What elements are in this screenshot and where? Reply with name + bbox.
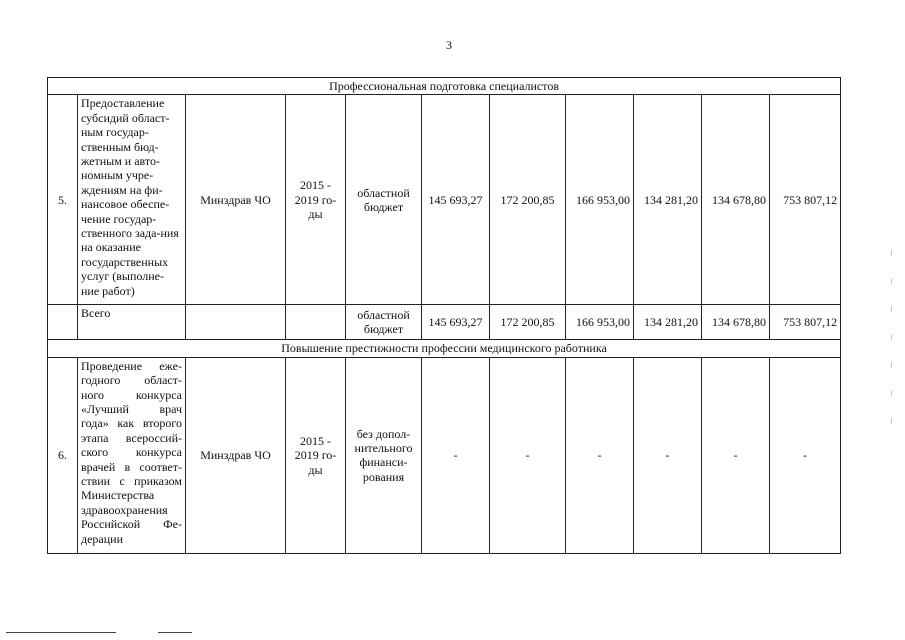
section-row <box>48 340 841 357</box>
total-cell: - <box>770 357 841 553</box>
value-cell: 172 200,85 <box>490 305 566 340</box>
measure-description: Предоставление субсидий област-ным государ-ственным бюд-жетным и авто-номным учре-ждениям на фи-нансовое обеспе-чение государ-ственного зада-ния на оказание государственных услуг (выполне-ние работ) <box>78 95 186 305</box>
period-cell: 2015 - 2019 го-ды <box>286 357 346 553</box>
table-row <box>48 95 841 305</box>
scan-marks <box>891 250 895 446</box>
value-cell: - <box>490 357 566 553</box>
value-cell: 134 678,80 <box>702 95 770 305</box>
row-number: 5. <box>48 95 78 305</box>
value-cell: - <box>634 357 702 553</box>
value-cell: 166 953,00 <box>566 95 634 305</box>
total-cell: 753 807,12 <box>770 95 841 305</box>
value-cell: 134 678,80 <box>702 305 770 340</box>
page-number: 3 <box>446 38 452 52</box>
program-table <box>47 77 841 554</box>
value-cell: 145 693,27 <box>422 95 490 305</box>
value-cell: 172 200,85 <box>490 95 566 305</box>
value-cell: - <box>566 357 634 553</box>
value-cell: - <box>702 357 770 553</box>
funding-source-cell: без допол-нительного финанси-рования <box>346 357 422 553</box>
funding-source-cell: областной бюджет <box>346 95 422 305</box>
table-row <box>48 357 841 553</box>
footer-rule <box>158 632 192 633</box>
footer-rule <box>6 632 116 633</box>
section-title: Повышение престижности профессии медицинского работника <box>48 340 841 357</box>
period-cell: 2015 - 2019 го-ды <box>286 95 346 305</box>
executor-cell: Минздрав ЧО <box>186 95 286 305</box>
total-cell: 753 807,12 <box>770 305 841 340</box>
measure-description: Проведение еже-годного област-ного конкурса «Лучший врач года» как второго этапа всероссий-ского конкурса врачей в соответ-ствии с приказом Министерства здравоохранения Российской Фе-дерации <box>78 357 186 553</box>
value-cell: 134 281,20 <box>634 95 702 305</box>
executor-cell: Минздрав ЧО <box>186 357 286 553</box>
value-cell: 145 693,27 <box>422 305 490 340</box>
row-number: 6. <box>48 357 78 553</box>
value-cell: - <box>422 357 490 553</box>
total-label: Всего <box>78 305 186 340</box>
value-cell: 166 953,00 <box>566 305 634 340</box>
section-row <box>48 78 841 95</box>
value-cell: 134 281,20 <box>634 305 702 340</box>
funding-source-cell: областной бюджет <box>346 305 422 340</box>
total-row <box>48 305 841 340</box>
section-title: Профессиональная подготовка специалистов <box>48 78 841 95</box>
